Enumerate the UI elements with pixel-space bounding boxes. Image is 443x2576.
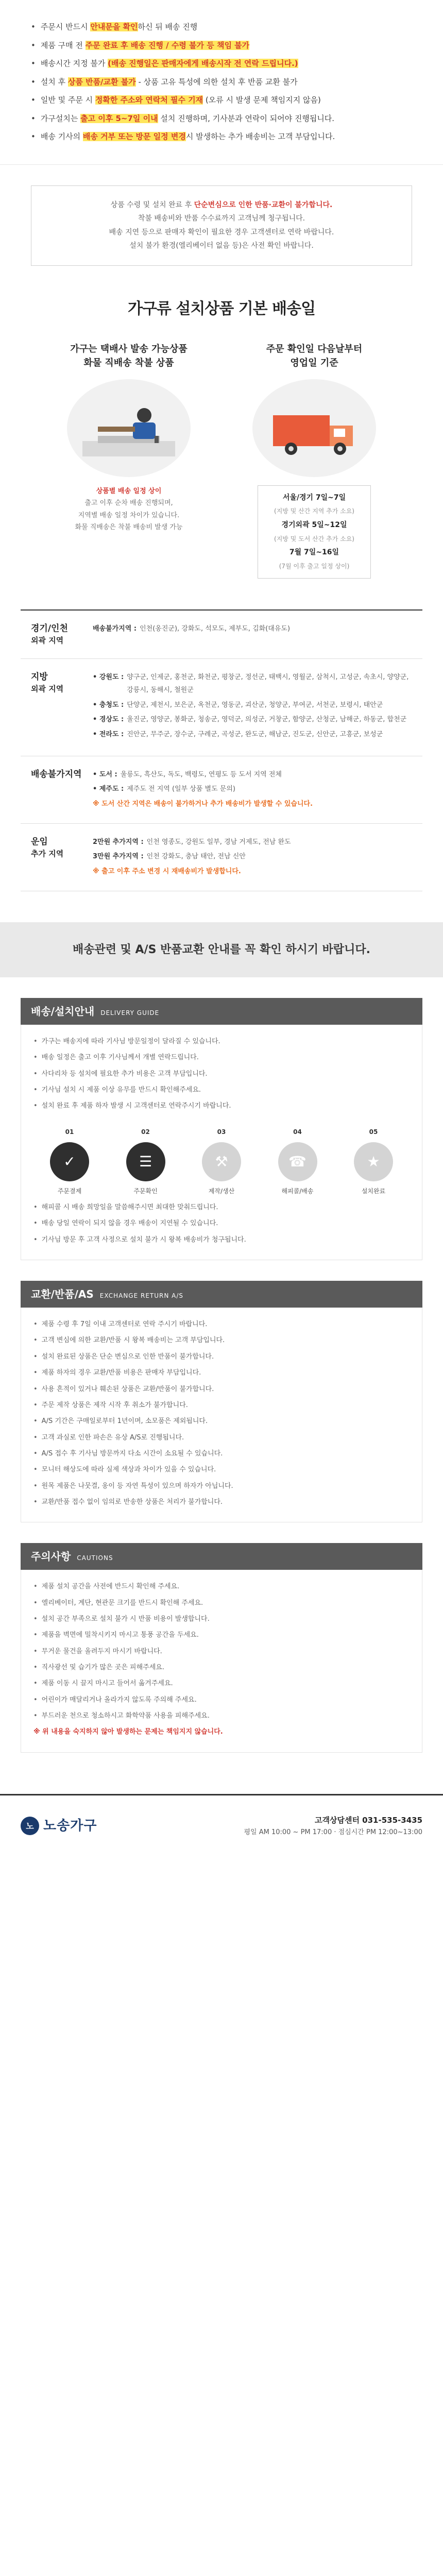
list-item (33, 1613, 410, 1625)
region-line (93, 836, 412, 849)
list-item (33, 1463, 410, 1476)
list-text: 배송 당일 연락이 되지 않을 경우 배송이 지연될 수 있습니다. (41, 1219, 218, 1228)
step-icon: ✓ (50, 1142, 89, 1181)
process-step (39, 1126, 100, 1196)
intro-text (41, 130, 335, 144)
list-text: 부드러운 천으로 청소하시고 화학약품 사용을 피해주세요. (41, 1712, 210, 1720)
list-text: 설치 완료된 상품은 단순 변심으로 인한 반품이 불가합니다. (41, 1352, 214, 1361)
bullet-icon: • (31, 40, 36, 50)
region-note: ※ 출고 이후 주소 변경 시 재배송비가 발생합니다. (93, 868, 241, 876)
process-step (115, 1126, 177, 1196)
intro-text (41, 39, 249, 53)
card-title: 주문 확인일 다음날부터 영업일 기준 (266, 343, 363, 368)
intro-highlight: 배송 거부 또는 방문 일정 변경 (82, 132, 186, 141)
list-item (33, 1677, 410, 1690)
bullet-icon: • (33, 1449, 38, 1458)
intro-highlight: 안내문을 확인 (90, 22, 138, 31)
intro-text (41, 112, 334, 126)
intro-pre: 가구설치는 (40, 113, 81, 123)
logo-icon: 노 (21, 1817, 39, 1835)
step-label: 주문확인 (133, 1188, 158, 1195)
region-head-title: 배송불가지역 (31, 769, 82, 779)
bullet-icon: • (33, 1385, 38, 1393)
region-head-title: 운임 (31, 836, 48, 847)
bullet-icon: • (33, 1086, 38, 1094)
region-head (21, 623, 93, 646)
region-label: • 도서 : (93, 770, 117, 778)
bullet-icon: • (33, 1583, 38, 1591)
list-text: 기사님 설치 시 제품 이상 유무를 반드시 확인해주세요. (41, 1086, 201, 1094)
bullet-icon: • (33, 1070, 38, 1078)
list-item (33, 1431, 410, 1444)
region-body (93, 671, 422, 743)
intro-item (31, 21, 412, 34)
list-item (33, 1350, 410, 1363)
region-head-sub: 추가 지역 (31, 849, 64, 858)
process-step (267, 1126, 329, 1196)
intro-text (41, 94, 321, 107)
list-item (33, 1629, 410, 1641)
bullet-icon: • (33, 1647, 38, 1655)
bullet-icon: • (33, 1599, 38, 1607)
bullet-icon: • (33, 1336, 38, 1345)
bullet-icon: • (33, 1204, 38, 1212)
list-item (33, 1415, 410, 1428)
region-label: • 제주도 : (93, 785, 124, 793)
region-head-sub: 외곽 지역 (31, 636, 64, 646)
section-header: 교환/반품/AS EXCHANGE RETURN A/S (21, 1281, 422, 1308)
bullet-icon: • (33, 1352, 38, 1361)
region-head-sub: 외곽 지역 (31, 684, 64, 694)
card-desc: 상품별 배송 일정 상이 출고 이후 순차 배송 진행되며, 지역별 배송 일정 차이가 있습니다. 화물 직배송은 착불 배송비 발생 가능 (75, 487, 183, 532)
region-line (93, 671, 412, 697)
list-item (33, 1366, 410, 1379)
list-text: 고객 변심에 의한 교환/반품 시 왕복 배송비는 고객 부담입니다. (41, 1336, 225, 1345)
list-text: 기사님 방문 후 고객 사정으로 설치 불가 시 왕복 배송비가 청구됩니다. (41, 1235, 246, 1244)
list-item (33, 1383, 410, 1396)
intro-post: 하신 뒤 배송 진행 (138, 22, 198, 31)
step-icon: ⚒ (202, 1142, 241, 1181)
intro-highlight: 주문 완료 후 배송 진행 / 수령 불가 등 책임 불가 (85, 40, 250, 50)
list-item (33, 1201, 410, 1214)
process-step (191, 1126, 252, 1196)
region-row (21, 824, 422, 891)
list-text: 설치 완료 후 제품 하자 발생 시 고객센터로 연락주시기 바랍니다. (41, 1102, 231, 1110)
region-line (93, 769, 412, 782)
step-number: 03 (217, 1128, 226, 1136)
notice-line-3: 배송 지연 등으로 판매자 확인이 필요한 경우 고객센터로 연락 바랍니다. (109, 228, 334, 236)
notice-line-4: 설치 불가 환경(엘리베이터 없음 등)은 사전 확인 바랍니다. (129, 242, 314, 250)
step-icon: ☰ (126, 1142, 165, 1181)
list-text: 직사광선 및 습기가 많은 곳은 피해주세요. (41, 1663, 164, 1671)
region-label: 2만원 추가지역 : (93, 838, 144, 846)
list-item (33, 1217, 410, 1230)
region-label: • 전라도 : (93, 730, 124, 738)
installer-illustration (67, 379, 191, 477)
list-text: 제품 이동 시 끌지 마시고 들어서 옮겨주세요. (41, 1680, 173, 1688)
region-text: 인천(옹진군), 강화도, 석모도, 제부도, 김화(대유도) (140, 625, 291, 633)
list-text: 가구는 배송지에 따라 기사님 방문일정이 달라질 수 있습니다. (41, 1037, 220, 1045)
list-text: 해피콜 시 배송 희망일을 말씀해주시면 최대한 맞춰드립니다. (41, 1204, 218, 1212)
list-text: A/S 접수 후 기사님 방문까지 다소 시간이 소요될 수 있습니다. (41, 1449, 223, 1458)
bullet-icon: • (33, 1369, 38, 1377)
bullet-icon: • (33, 1433, 38, 1442)
bullet-icon: • (31, 113, 36, 123)
list-text: 제품 하자의 경우 교환/반품 비용은 판매자 부담입니다. (41, 1369, 201, 1377)
region-line (93, 728, 412, 741)
list-text: 교환/반품 접수 없이 임의로 반송한 상품은 처리가 불가합니다. (41, 1498, 223, 1506)
list-item (33, 1051, 410, 1064)
intro-pre: 배송 기사의 (40, 132, 83, 141)
truck-illustration (252, 379, 376, 477)
list-item (33, 1693, 410, 1706)
list-item (33, 1083, 410, 1096)
region-text: 울릉도, 흑산도, 독도, 백령도, 연평도 등 도서 지역 전체 (120, 770, 282, 778)
notice-line-1: 상품 수령 및 설치 완료 후 단순변심으로 인한 반품·교환이 불가합니다. (110, 200, 333, 209)
list-text: 어린이가 매달리거나 올라가지 않도록 주의해 주세요. (41, 1696, 197, 1704)
region-text: 제주도 전 지역 (일부 상품 별도 문의) (127, 785, 235, 793)
bullet-icon: • (33, 1054, 38, 1062)
list-item (33, 1480, 410, 1493)
region-line (93, 699, 412, 712)
intro-pre: 제품 구매 전 (40, 40, 86, 50)
bullet-icon: • (33, 1498, 38, 1506)
list-item (33, 1709, 410, 1722)
step-number: 05 (369, 1128, 378, 1136)
step-label: 설치완료 (361, 1188, 386, 1195)
list-text: 배송 일정은 출고 이후 기사님께서 개별 연락드립니다. (41, 1054, 199, 1062)
region-text: 양구군, 인제군, 홍천군, 화천군, 평창군, 정선군, 태백시, 영월군, 삼척시, 고성군, 속초시, 양양군, 강릉시, 동해시, 철원군 (127, 673, 409, 694)
customer-center (244, 1814, 422, 1839)
intro-text (41, 57, 298, 71)
bullet-icon: • (33, 1235, 38, 1244)
bullet-icon: • (33, 1615, 38, 1623)
step-label: 주문결제 (57, 1188, 82, 1195)
region-body (93, 623, 422, 646)
bullet-icon: • (31, 22, 36, 31)
region-text: 단양군, 제천시, 보은군, 옥천군, 영동군, 괴산군, 청양군, 부여군, 서천군, 보령시, 태안군 (127, 701, 383, 709)
intro-post: 설치 진행하며, 기사분과 연락이 되어야 진행됩니다. (158, 113, 335, 123)
list-item (33, 1447, 410, 1460)
list-text: 고객 과실로 인한 파손은 유상 A/S로 진행됩니다. (41, 1433, 184, 1442)
intro-highlight: (배송 진행일은 판매자에게 배송시작 전 연락 드립니다.) (108, 59, 298, 68)
exchange-section (21, 1281, 422, 1522)
footer (0, 1794, 443, 1859)
guide-banner: 배송관련 및 A/S 반품교환 안내를 꼭 확인 하시기 바랍니다. (0, 922, 443, 977)
step-number: 02 (141, 1128, 150, 1136)
process-step (343, 1126, 404, 1196)
list-text: 주문 제작 상품은 제작 시작 후 취소가 불가합니다. (41, 1401, 188, 1409)
delivery-cards (0, 342, 443, 579)
schedule-box: 서울/경기 7일~7일 (지방 및 산간 지역 추가 소요) 경기외곽 5일~12일 (지방 및 도서 산간 추가 소요) 7월 7일~16일 (7월 이후 출고 일정 상이) (258, 485, 371, 579)
list-item (33, 1661, 410, 1674)
section-body (21, 1308, 422, 1522)
list-item (33, 1233, 410, 1246)
section-body (21, 1025, 422, 1260)
list-text: A/S 기간은 구매일로부터 1년이며, 소모품은 제외됩니다. (41, 1417, 208, 1426)
region-head-title: 경기/인천 (31, 623, 68, 634)
delivery-card-schedule (237, 342, 391, 579)
intro-item (31, 112, 412, 126)
intro-item (31, 94, 412, 107)
bullet-icon: • (31, 77, 36, 87)
process-steps (33, 1116, 410, 1201)
bullet-icon: • (33, 1401, 38, 1409)
section-body (21, 1570, 422, 1752)
notice-box (31, 185, 412, 266)
step-icon: ☎ (278, 1142, 317, 1181)
intro-item (31, 39, 412, 53)
region-head (21, 671, 93, 743)
bullet-icon: • (33, 1680, 38, 1688)
bullet-icon: • (31, 95, 36, 105)
step-number: 04 (293, 1128, 302, 1136)
list-item (33, 1496, 410, 1509)
bullet-icon: • (33, 1102, 38, 1110)
brand-logo[interactable] (21, 1816, 97, 1837)
intro-item (31, 57, 412, 71)
list-item (33, 1597, 410, 1609)
region-line (93, 623, 412, 636)
list-item (33, 1067, 410, 1080)
list-text: 원목 제품은 나뭇결, 옹이 등 자연 특성이 있으며 하자가 아닙니다. (41, 1482, 233, 1490)
intro-pre: 주문시 반드시 (40, 22, 91, 31)
list-text: 제품 설치 공간을 사전에 반드시 확인해 주세요. (41, 1583, 180, 1591)
region-text: 인천 강화도, 충남 태안, 전남 신안 (146, 853, 246, 861)
list-text: 제품을 벽면에 밀착시키지 마시고 통풍 공간을 두세요. (41, 1631, 199, 1639)
caution-note: ※ 위 내용을 숙지하지 않아 발생하는 문제는 책임지지 않습니다. (33, 1728, 223, 1736)
delivery-card-parcel (52, 342, 206, 579)
bullet-icon: • (33, 1696, 38, 1704)
bullet-icon: • (33, 1320, 38, 1329)
region-line (93, 851, 412, 863)
region-note: ※ 도서 산간 지역은 배송이 불가하거나 추가 배송비가 발생할 수 있습니다. (93, 800, 313, 808)
region-head-title: 지방 (31, 672, 48, 683)
region-text: 울진군, 영양군, 봉화군, 청송군, 영덕군, 의성군, 거창군, 함양군, 산청군, 남해군, 하동군, 합천군 (127, 716, 407, 724)
list-text: 사다리차 등 설치에 필요한 추가 비용은 고객 부담입니다. (41, 1070, 208, 1078)
section-header: 배송/설치안내 DELIVERY GUIDE (21, 998, 422, 1025)
card-title: 가구는 택배사 발송 가능상품 화물 직배송 착불 상품 (70, 343, 188, 368)
intro-pre: 일반 및 주문 시 (40, 95, 95, 105)
bullet-icon: • (33, 1712, 38, 1720)
list-text: 사용 흔적이 있거나 훼손된 상품은 교환/반품이 불가합니다. (41, 1385, 214, 1393)
intro-post: 시 발생하는 추가 배송비는 고객 부담입니다. (185, 132, 335, 141)
region-label: • 충청도 : (93, 701, 124, 709)
bullet-icon: • (33, 1417, 38, 1426)
intro-post: - 상품 고유 특성에 의한 설치 후 반품 교환 불가 (135, 77, 298, 87)
notice-line-2: 착불 배송비와 반품 수수료까지 고객님께 청구됩니다. (138, 214, 305, 223)
intro-item (31, 130, 412, 144)
bullet-icon: • (33, 1219, 38, 1228)
intro-text (41, 76, 298, 89)
step-label: 해피콜/배송 (281, 1188, 314, 1195)
intro-item (31, 76, 412, 89)
intro-highlight: 출고 이후 5~7일 이내 (80, 113, 158, 123)
list-item (33, 1399, 410, 1412)
region-text: 진안군, 무주군, 장수군, 구례군, 곡성군, 완도군, 해남군, 진도군, 신안군, 고흥군, 보성군 (127, 730, 383, 738)
region-head (21, 769, 93, 811)
bullet-icon: • (31, 132, 36, 141)
bullet-icon: • (33, 1663, 38, 1671)
step-icon: ★ (354, 1142, 393, 1181)
bullet-icon: • (33, 1466, 38, 1474)
intro-text (41, 21, 197, 34)
region-head (21, 836, 93, 878)
delivery-title: 가구류 설치상품 기본 배송일 (127, 299, 316, 318)
region-label: 배송불가지역 : (93, 625, 137, 633)
intro-post: (오류 시 발생 문제 책임지지 않음) (203, 95, 321, 105)
region-body (93, 769, 422, 811)
bullet-icon: • (33, 1631, 38, 1639)
list-text: 엘리베이터, 계단, 현관문 크기를 반드시 확인해 주세요. (41, 1599, 203, 1607)
region-table (21, 609, 422, 891)
intro-highlight: 정확한 주소와 연락처 필수 기재 (95, 95, 203, 105)
list-text: 무거운 물건을 올려두지 마시기 바랍니다. (41, 1647, 162, 1655)
cs-hours: 평일 AM 10:00 ~ PM 17:00 · 점심시간 PM 12:00~13:00 (244, 1828, 422, 1837)
region-body (93, 836, 422, 878)
step-number: 01 (65, 1128, 74, 1136)
bottom-spacer (0, 1859, 443, 2576)
bullet-icon: • (31, 59, 36, 68)
list-text: 제품 수령 후 7일 이내 고객센터로 연락 주시기 바랍니다. (41, 1320, 208, 1329)
list-text: 모니터 해상도에 따라 실제 색상과 차이가 있을 수 있습니다. (41, 1466, 216, 1474)
bullet-icon: • (33, 1037, 38, 1045)
region-row (21, 611, 422, 659)
intro-highlight: 상품 반품/교환 불가 (67, 77, 136, 87)
list-item (33, 1035, 410, 1048)
list-item (33, 1099, 410, 1112)
intro-pre: 배송시간 지정 불가 (40, 59, 108, 68)
intro-pre: 설치 후 (40, 77, 68, 87)
cs-title: 고객상담센터 031-535-3435 (315, 1815, 422, 1825)
region-line (93, 714, 412, 726)
list-item (33, 1318, 410, 1331)
list-item (33, 1580, 410, 1593)
intro-section (0, 0, 443, 165)
delivery-guide-section (21, 998, 422, 1260)
region-label: 3만원 추가지역 : (93, 853, 144, 861)
step-label: 제작/생산 (208, 1188, 235, 1195)
section-header: 주의사항 CAUTIONS (21, 1543, 422, 1570)
region-row (21, 756, 422, 824)
region-line (93, 783, 412, 796)
logo-text: 노송가구 (43, 1818, 97, 1834)
caution-section (21, 1543, 422, 1752)
list-item (33, 1645, 410, 1658)
list-text: 설치 공간 부족으로 설치 불가 시 반품 비용이 발생합니다. (41, 1615, 210, 1623)
region-row (21, 659, 422, 756)
region-label: • 강원도 : (93, 673, 124, 682)
list-item (33, 1334, 410, 1347)
bullet-icon: • (33, 1482, 38, 1490)
region-text: 인천 영종도, 강원도 일부, 경남 거제도, 전남 완도 (146, 838, 291, 846)
region-label: • 경상도 : (93, 716, 124, 724)
